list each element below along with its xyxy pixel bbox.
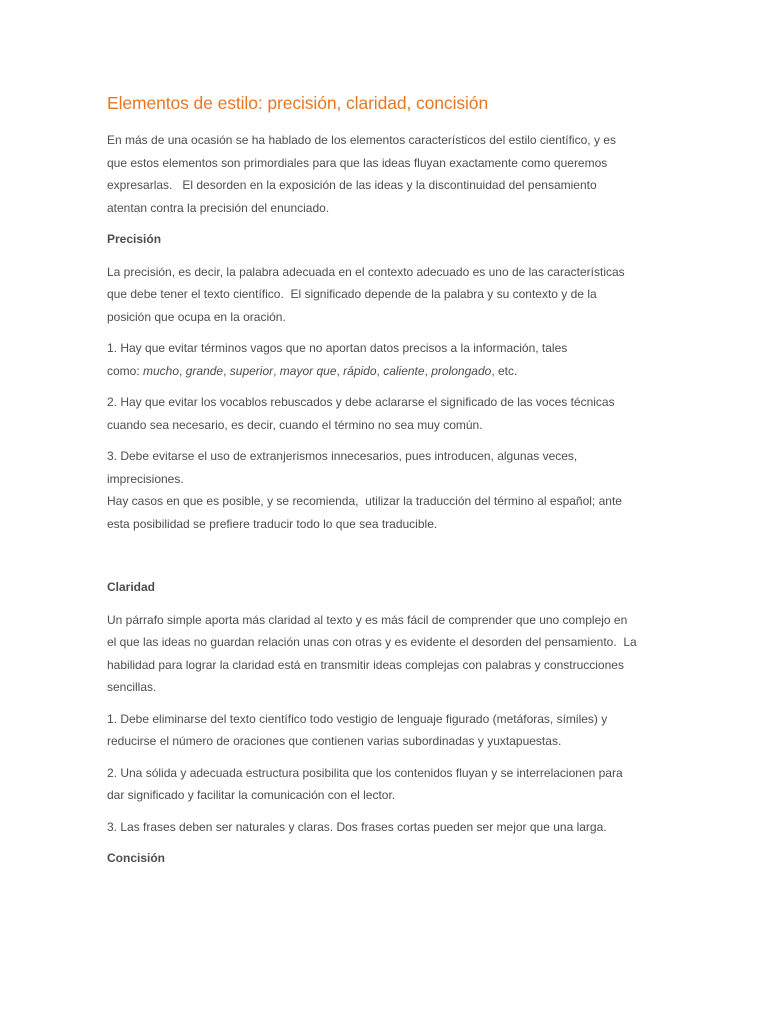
paragraph-line: Hay casos en que es posible, y se recomienda, utilizar la traducción del término al español; ante <box>107 494 622 508</box>
section-heading-concision: Concisión <box>107 851 166 865</box>
paragraph-line: habilidad para lograr la claridad está en transmitir ideas complejas con palabras y construcciones <box>107 657 624 672</box>
precision-item-2 <box>107 391 667 436</box>
separator: , <box>223 363 230 378</box>
intro-line: expresarlas. El desorden en la exposición de las ideas y la discontinuidad del pensamiento <box>107 178 597 192</box>
intro-line: En más de una ocasión se ha hablado de los elementos característicos del estilo científico, y es <box>107 133 616 147</box>
example-word: prolongado <box>431 363 492 378</box>
paragraph-line: 3. Debe evitarse el uso de extranjerismos innecesarios, pues introducen, algunas veces, <box>107 449 578 463</box>
example-word: rápido <box>343 363 377 378</box>
claridad-item-3 <box>107 816 667 839</box>
section-heading-precision: Precisión <box>107 232 162 246</box>
paragraph-line: posición que ocupa en la oración. <box>107 309 286 324</box>
paragraph-line: 3. Las frases deben ser naturales y claras. Dos frases cortas pueden ser mejor que una larga. <box>107 819 607 834</box>
paragraph-line: reducirse el número de oraciones que contienen varias subordinadas y yuxtapuestas. <box>107 734 562 748</box>
document-content <box>107 90 667 879</box>
document-title: Elementos de estilo: precisión, claridad, concisión <box>107 93 489 113</box>
example-word: superior <box>229 363 274 378</box>
separator: , <box>424 363 432 378</box>
paragraph-line: La precisión, es decir, la palabra adecuada en el contexto adecuado es uno de las características <box>107 264 625 279</box>
examples-prefix: como: <box>107 363 144 378</box>
paragraph-line: 1. Hay que evitar términos vagos que no aportan datos precisos a la información, tales <box>107 341 568 355</box>
claridad-paragraph <box>107 609 667 699</box>
intro-line: atentan contra la precisión del enunciado. <box>107 200 330 215</box>
examples-suffix: , etc. <box>491 363 518 378</box>
example-word: grande <box>185 363 224 378</box>
example-word: caliente <box>383 363 425 378</box>
paragraph-line: sencillas. <box>107 680 157 694</box>
paragraph-line: 2. Hay que evitar los vocablos rebuscados y debe aclararse el significado de las voces técnicas <box>107 395 615 409</box>
precision-paragraph <box>107 261 667 329</box>
example-word: mayor que <box>279 363 337 378</box>
example-word: mucho <box>143 363 180 378</box>
paragraph-line: 2. Una sólida y adecuada estructura posibilita que los contenidos fluyan y se interrelacionen para <box>107 765 623 780</box>
intro-paragraph <box>107 129 667 219</box>
paragraph-line: que debe tener el texto científico. El significado depende de la palabra y su contexto y de la <box>107 287 597 301</box>
paragraph-line: esta posibilidad se prefiere traducir todo lo que sea traducible. <box>107 516 438 531</box>
paragraph-line: 1. Debe eliminarse del texto científico todo vestigio de lenguaje figurado (metáforas, símiles) y <box>107 711 608 726</box>
separator: , <box>179 363 186 378</box>
separator: , <box>273 363 280 378</box>
paragraph-line: cuando sea necesario, es decir, cuando el término no sea muy común. <box>107 417 483 432</box>
separator: , <box>336 363 344 378</box>
claridad-item-1 <box>107 708 667 753</box>
claridad-item-2 <box>107 762 667 807</box>
section-spacer <box>107 544 667 576</box>
paragraph-line: el que las ideas no guardan relación unas con otras y es evidente el desorden del pensamiento. La <box>107 635 637 649</box>
separator: , <box>376 363 384 378</box>
paragraph-line <box>107 360 667 383</box>
intro-line: que estos elementos son primordiales para que las ideas fluyan exactamente como queremos <box>107 155 608 170</box>
precision-item-1 <box>107 337 667 382</box>
paragraph-line: Un párrafo simple aporta más claridad al texto y es más fácil de comprender que uno complejo en <box>107 612 628 627</box>
paragraph-line: dar significado y facilitar la comunicación con el lector. <box>107 788 396 802</box>
precision-item-3 <box>107 445 667 535</box>
paragraph-line: imprecisiones. <box>107 471 184 486</box>
section-heading-claridad: Claridad <box>107 580 156 594</box>
